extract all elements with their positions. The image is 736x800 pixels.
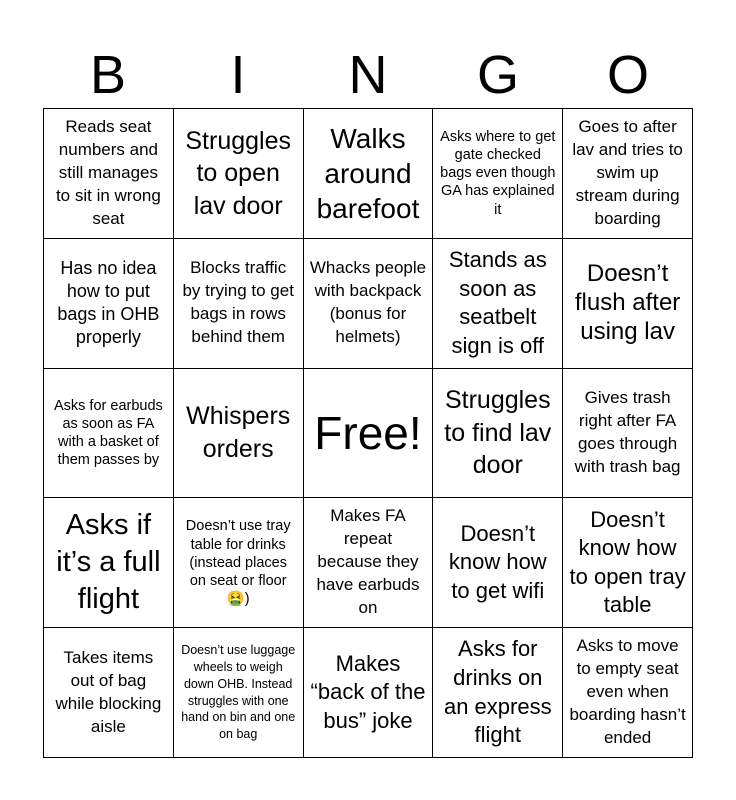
bingo-cell[interactable]: Asks where to get gate checked bags even though GA has explained it bbox=[433, 109, 563, 239]
bingo-cell[interactable]: Doesn’t use luggage wheels to weigh down OHB. Instead struggles with one hand on bin and one on bag bbox=[174, 628, 304, 758]
bingo-cell[interactable]: Has no idea how to put bags in OHB properly bbox=[44, 239, 174, 369]
header-letter-i: I bbox=[230, 45, 246, 105]
bingo-cell[interactable]: Doesn’t know how to open tray table bbox=[563, 498, 693, 628]
bingo-cell[interactable]: Goes to after lav and tries to swim up stream during boarding bbox=[563, 109, 693, 239]
bingo-cell[interactable]: Whacks people with backpack (bonus for helmets) bbox=[304, 239, 434, 369]
bingo-cell[interactable]: Gives trash right after FA goes through with trash bag bbox=[563, 369, 693, 499]
bingo-cell[interactable]: Whispers orders bbox=[174, 369, 304, 499]
bingo-cell[interactable]: Struggles to find lav door bbox=[433, 369, 563, 499]
bingo-cell[interactable]: Asks if it’s a full flight bbox=[44, 498, 174, 628]
header-letter-g: G bbox=[476, 45, 519, 105]
bingo-header bbox=[43, 42, 693, 108]
bingo-cell[interactable]: Stands as soon as seatbelt sign is off bbox=[433, 239, 563, 369]
header-letter-n: N bbox=[348, 45, 388, 105]
bingo-cell[interactable]: Doesn’t flush after using lav bbox=[563, 239, 693, 369]
bingo-cell[interactable]: Takes items out of bag while blocking aisle bbox=[44, 628, 174, 758]
bingo-cell[interactable]: Struggles to open lav door bbox=[174, 109, 304, 239]
header-letter-b: B bbox=[89, 45, 127, 105]
bingo-grid bbox=[43, 108, 693, 758]
bingo-cell[interactable]: Asks for earbuds as soon as FA with a basket of them passes by bbox=[44, 369, 174, 499]
header-letter-o: O bbox=[606, 45, 649, 105]
bingo-free-cell[interactable]: Free! bbox=[304, 369, 434, 499]
bingo-cell[interactable]: Walks around barefoot bbox=[304, 109, 434, 239]
bingo-cell[interactable]: Doesn’t know how to get wifi bbox=[433, 498, 563, 628]
bingo-cell[interactable]: Blocks traffic by trying to get bags in rows behind them bbox=[174, 239, 304, 369]
bingo-cell[interactable]: Makes “back of the bus” joke bbox=[304, 628, 434, 758]
bingo-cell[interactable]: Asks to move to empty seat even when boarding hasn’t ended bbox=[563, 628, 693, 758]
bingo-cell[interactable]: Reads seat numbers and still manages to sit in wrong seat bbox=[44, 109, 174, 239]
bingo-cell[interactable]: Doesn’t use tray table for drinks (instead places on seat or floor 🤮) bbox=[174, 498, 304, 628]
bingo-cell[interactable]: Makes FA repeat because they have earbuds on bbox=[304, 498, 434, 628]
bingo-cell[interactable]: Asks for drinks on an express flight bbox=[433, 628, 563, 758]
